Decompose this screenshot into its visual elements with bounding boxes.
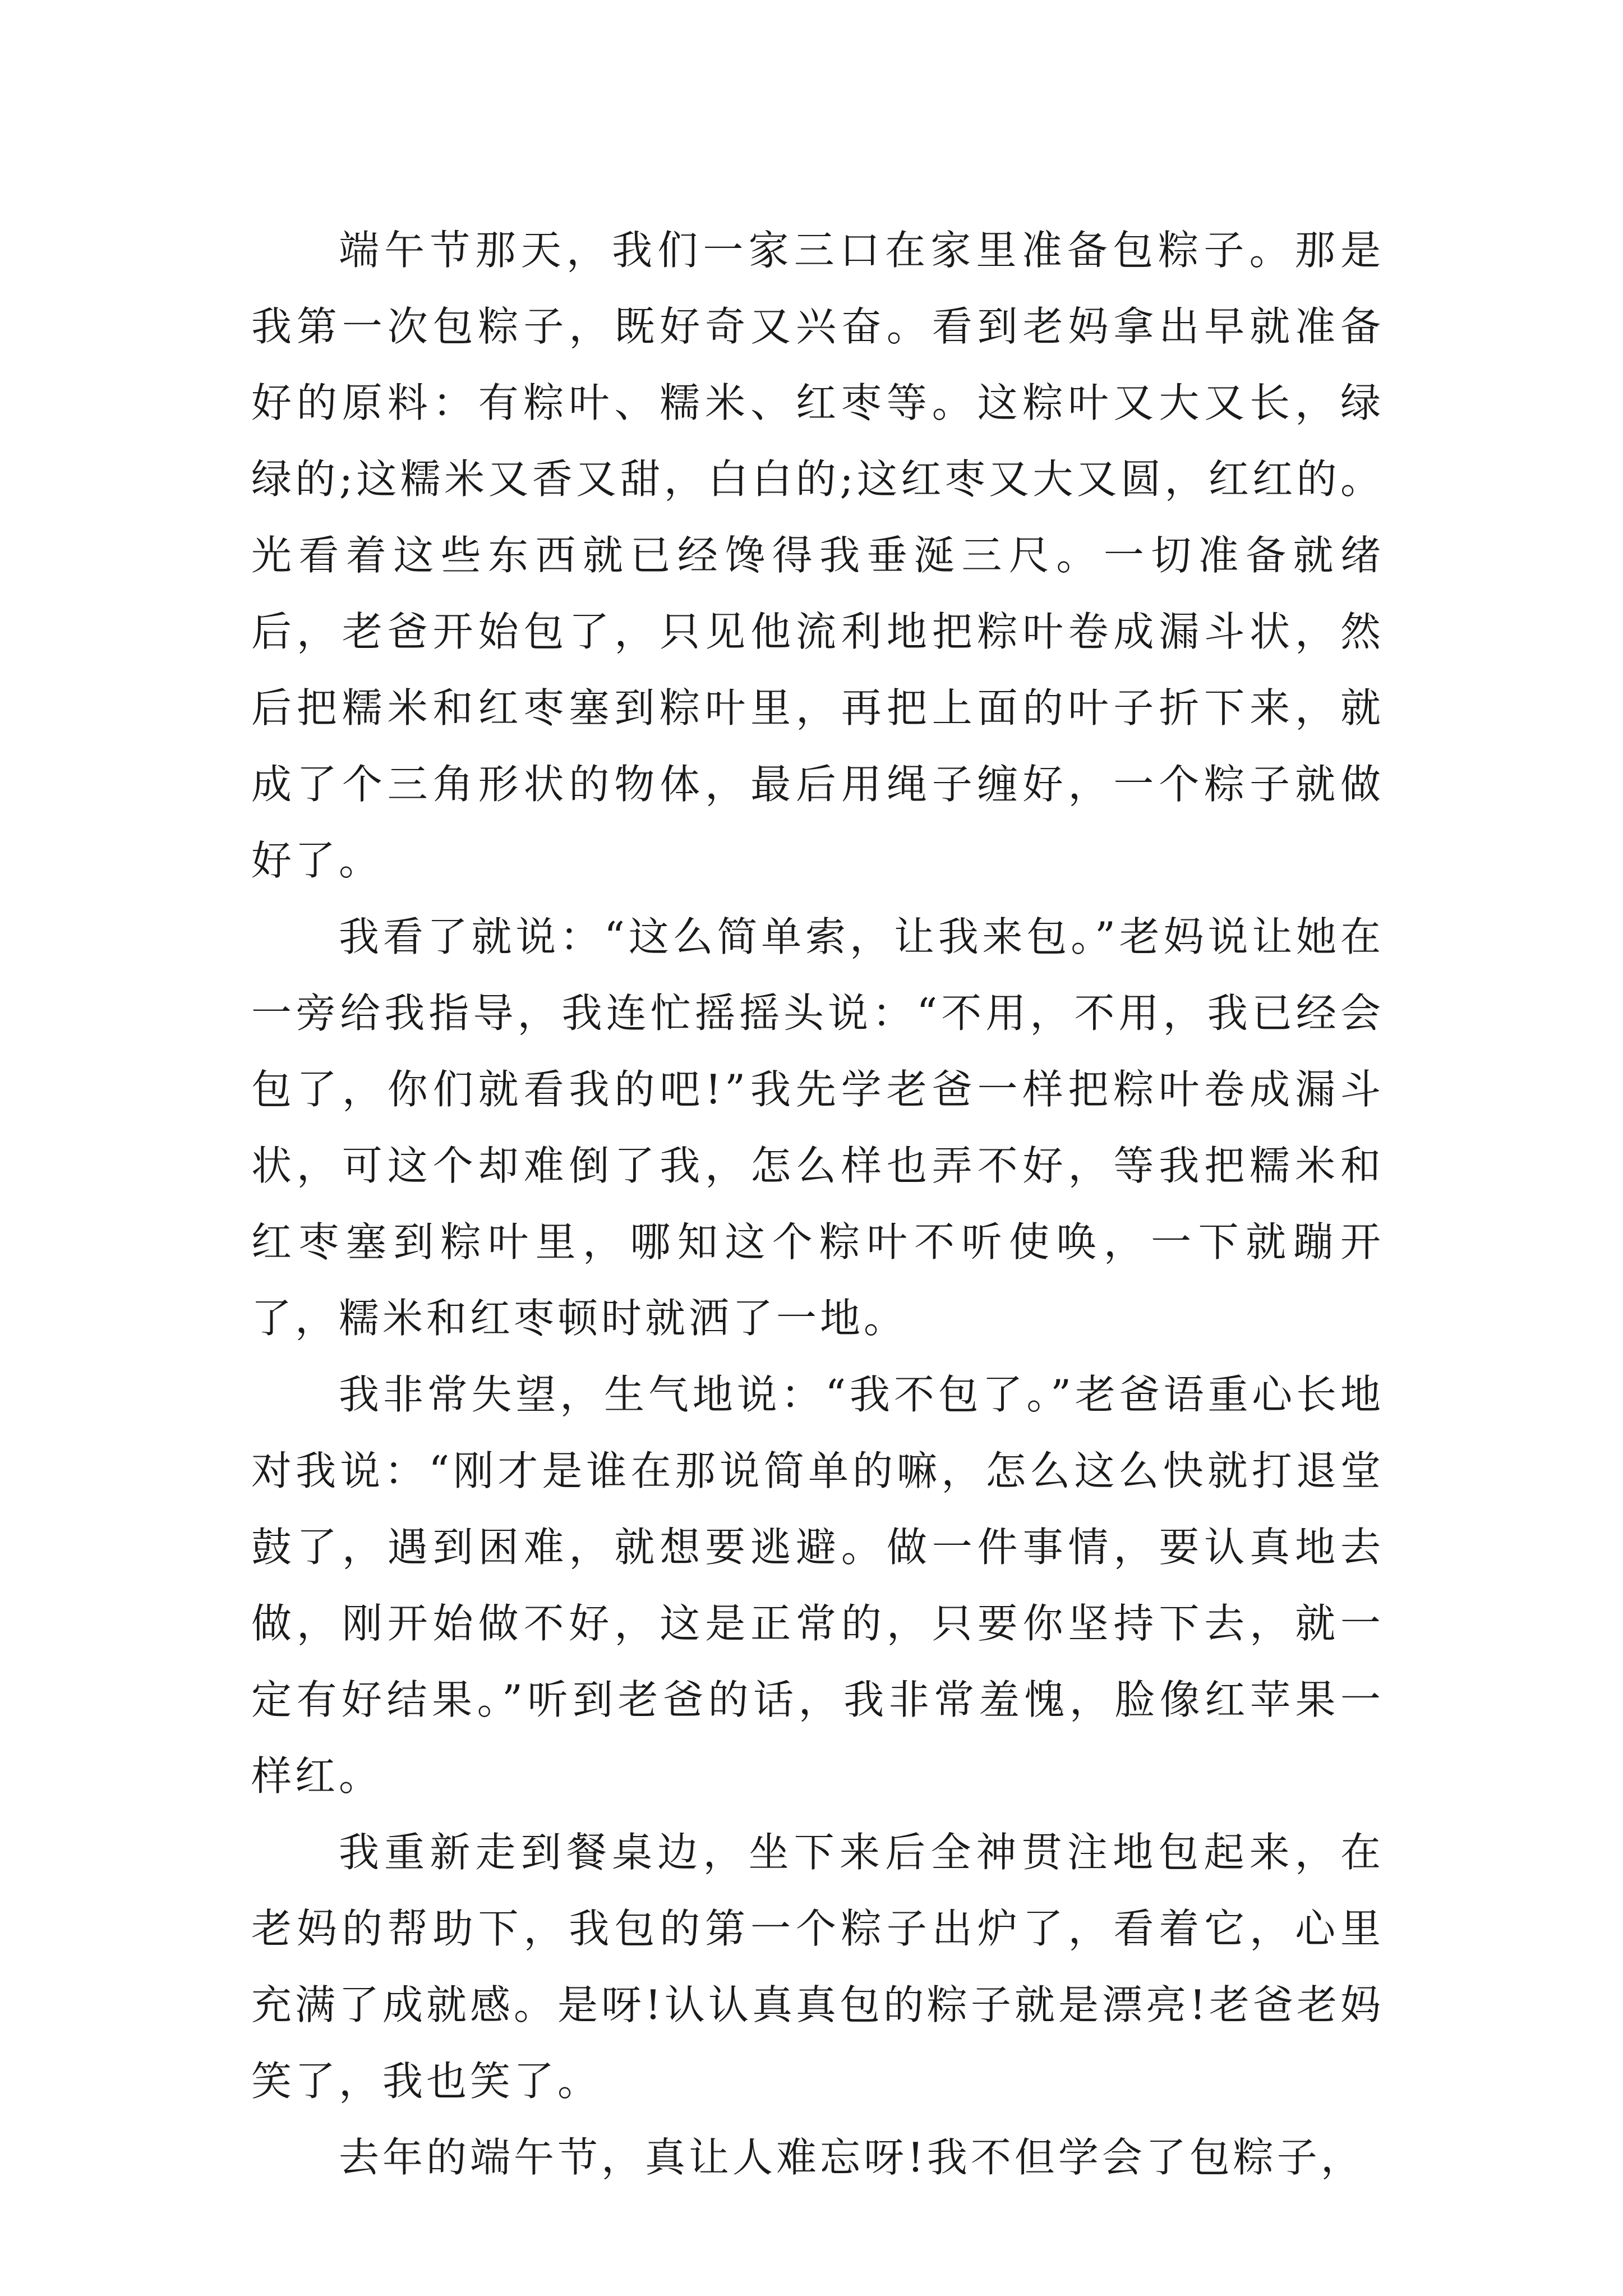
- paragraph-4: 我重新走到餐桌边，坐下来后全神贯注地包起来，在老妈的帮助下，我包的第一个粽子出炉了，看着它，心里充满了成就感。是呀!认认真真包的粽子就是漂亮!老爸老妈笑了，我也笑了。: [251, 1829, 1384, 2105]
- paragraph-5: 去年的端午节，真让人难忘呀!我不但学会了包粽子，: [339, 2134, 1364, 2181]
- paragraph-3: 我非常失望，生气地说：“我不包了。”老爸语重心长地对我说：“刚才是谁在那说简单的嘛，怎么这么快就打退堂鼓了，遇到困难，就想要逃避。做一件事情，要认真地去做，刚开始做不好，这是正常的，只要你坚持下去，就一定有好结果。”听到老爸的话，我非常羞愧，脸像红苹果一样红。: [251, 1371, 1384, 1800]
- paragraph-1: 端午节那天，我们一家三口在家里准备包粽子。那是我第一次包粽子，既好奇又兴奋。看到老妈拿出早就准备好的原料：有粽叶、糯米、红枣等。这粽叶又大又长，绿绿的;这糯米又香又甜，白白的;这红枣又大又圆，红红的。光看着这些东西就已经馋得我垂涎三尺。一切准备就绪后，老爸开始包了，只见他流利地把粽叶卷成漏斗状，然后把糯米和红枣塞到粽叶里，再把上面的叶子折下来，就成了个三角形状的物体，最后用绳子缠好，一个粽子就做好了。: [251, 227, 1384, 884]
- paragraph-2: 我看了就说：“这么简单索，让我来包。”老妈说让她在一旁给我指导，我连忙摇摇头说：“不用，不用，我已经会包了，你们就看我的吧!”我先学老爸一样把粽叶卷成漏斗状，可这个却难倒了我，怎么样也弄不好，等我把糯米和红枣塞到粽叶里，哪知这个粽叶不听使唤，一下就蹦开了，糯米和红枣顿时就洒了一地。: [251, 913, 1384, 1342]
- document-body: [251, 212, 1384, 2196]
